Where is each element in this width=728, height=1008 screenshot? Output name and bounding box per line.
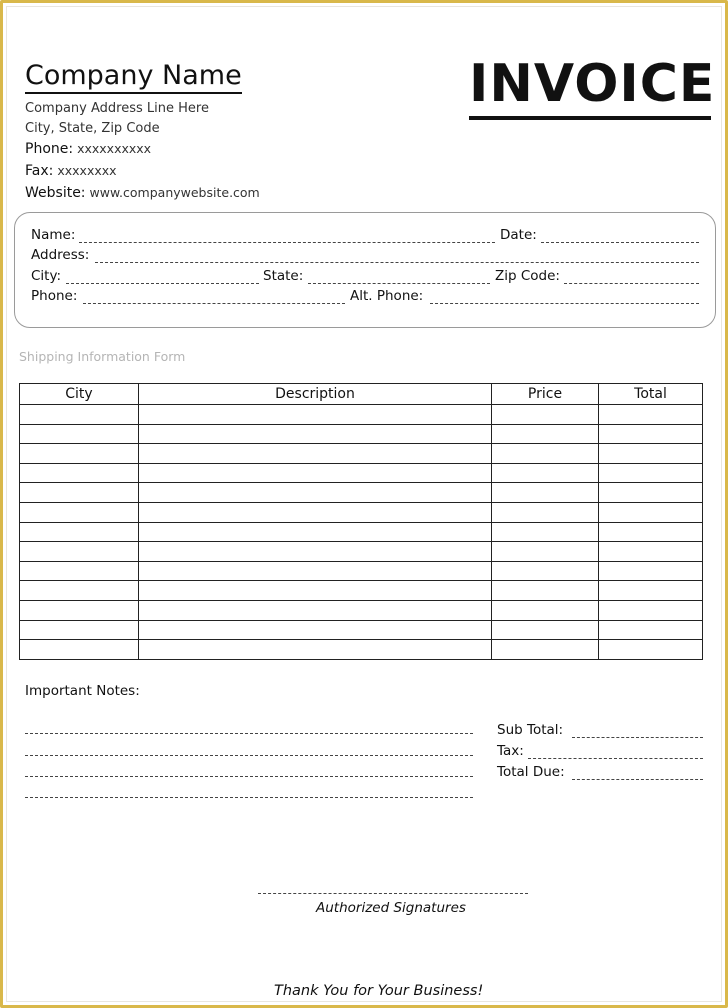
- items-table: [19, 383, 703, 660]
- table-row: [20, 522, 703, 542]
- table-cell[interactable]: [20, 483, 139, 503]
- table-cell[interactable]: [599, 542, 703, 562]
- table-row: [20, 405, 703, 425]
- city-field-line[interactable]: [66, 283, 259, 284]
- table-cell[interactable]: [599, 561, 703, 581]
- header-city: City: [20, 384, 139, 405]
- alt-phone-label: Alt. Phone:: [350, 288, 424, 304]
- tax-field-line[interactable]: [528, 758, 703, 759]
- header-price: Price: [492, 384, 599, 405]
- company-phone: [25, 141, 151, 157]
- company-city-state-zip: City, State, Zip Code: [25, 121, 160, 136]
- table-cell[interactable]: [139, 620, 492, 640]
- table-cell[interactable]: [492, 561, 599, 581]
- table-cell[interactable]: [599, 620, 703, 640]
- alt-phone-field-line[interactable]: [430, 303, 699, 304]
- company-address: Company Address Line Here: [25, 101, 209, 116]
- items-table-body: [20, 405, 703, 660]
- table-row: [20, 640, 703, 660]
- address-field-line[interactable]: [95, 262, 699, 263]
- date-label: Date:: [500, 227, 537, 243]
- table-cell[interactable]: [599, 581, 703, 601]
- table-cell[interactable]: [599, 444, 703, 464]
- table-cell[interactable]: [20, 561, 139, 581]
- table-cell[interactable]: [20, 581, 139, 601]
- shipping-information-note: Shipping Information Form: [19, 349, 186, 364]
- table-cell[interactable]: [492, 405, 599, 425]
- notes-line[interactable]: [25, 755, 473, 756]
- subtotal-field-line[interactable]: [572, 737, 703, 738]
- table-cell[interactable]: [139, 522, 492, 542]
- table-cell[interactable]: [492, 542, 599, 562]
- date-field-line[interactable]: [541, 242, 699, 243]
- address-label: Address:: [31, 247, 90, 263]
- website-value: www.companywebsite.com: [89, 185, 260, 200]
- zip-code-label: Zip Code:: [495, 268, 560, 284]
- phone-field-line[interactable]: [83, 303, 345, 304]
- table-cell[interactable]: [139, 424, 492, 444]
- table-cell[interactable]: [599, 463, 703, 483]
- table-row: [20, 444, 703, 464]
- table-cell[interactable]: [492, 640, 599, 660]
- table-cell[interactable]: [139, 444, 492, 464]
- table-row: [20, 463, 703, 483]
- table-cell[interactable]: [139, 640, 492, 660]
- table-cell[interactable]: [20, 522, 139, 542]
- city-label: City:: [31, 268, 62, 284]
- table-cell[interactable]: [139, 405, 492, 425]
- table-cell[interactable]: [20, 405, 139, 425]
- zip-code-field-line[interactable]: [564, 283, 699, 284]
- table-cell[interactable]: [139, 601, 492, 621]
- table-cell[interactable]: [492, 483, 599, 503]
- thank-you-message: Thank You for Your Business!: [274, 983, 484, 999]
- table-cell[interactable]: [599, 483, 703, 503]
- notes-line[interactable]: [25, 797, 473, 798]
- table-cell[interactable]: [599, 503, 703, 523]
- table-cell[interactable]: [492, 581, 599, 601]
- table-row: [20, 620, 703, 640]
- phone-label: Phone:: [25, 141, 74, 157]
- table-cell[interactable]: [492, 444, 599, 464]
- company-fax: [25, 163, 117, 179]
- company-name: Company Name: [25, 60, 242, 94]
- company-website: [25, 185, 260, 201]
- phone-label: Phone:: [31, 288, 78, 304]
- customer-info-box: [14, 212, 716, 328]
- website-label: Website:: [25, 185, 86, 201]
- notes-line[interactable]: [25, 733, 473, 734]
- table-cell[interactable]: [139, 483, 492, 503]
- table-row: [20, 561, 703, 581]
- tax-label: Tax:: [497, 743, 524, 759]
- total-due-label: Total Due:: [497, 764, 565, 780]
- table-row: [20, 581, 703, 601]
- table-cell[interactable]: [20, 424, 139, 444]
- table-cell[interactable]: [20, 640, 139, 660]
- authorized-signatures-label: Authorized Signatures: [316, 900, 466, 916]
- table-row: [20, 503, 703, 523]
- header-total: Total: [599, 384, 703, 405]
- fax-value: xxxxxxxx: [57, 163, 117, 178]
- name-field-line[interactable]: [79, 242, 495, 243]
- table-cell[interactable]: [139, 542, 492, 562]
- fax-label: Fax:: [25, 163, 54, 179]
- table-cell[interactable]: [599, 405, 703, 425]
- table-cell[interactable]: [492, 601, 599, 621]
- table-header-row: [20, 384, 703, 405]
- table-row: [20, 542, 703, 562]
- table-cell[interactable]: [599, 424, 703, 444]
- phone-value: xxxxxxxxxx: [77, 141, 152, 156]
- table-cell[interactable]: [492, 620, 599, 640]
- table-cell[interactable]: [20, 463, 139, 483]
- state-label: State:: [263, 268, 304, 284]
- table-cell[interactable]: [20, 601, 139, 621]
- table-cell[interactable]: [20, 503, 139, 523]
- table-cell[interactable]: [139, 561, 492, 581]
- table-row: [20, 601, 703, 621]
- table-row: [20, 483, 703, 503]
- table-cell[interactable]: [492, 522, 599, 542]
- total-due-field-line[interactable]: [572, 779, 703, 780]
- table-cell[interactable]: [20, 542, 139, 562]
- table-cell[interactable]: [139, 581, 492, 601]
- table-cell[interactable]: [599, 522, 703, 542]
- table-row: [20, 424, 703, 444]
- invoice-title: INVOICE: [469, 54, 716, 114]
- table-cell[interactable]: [20, 444, 139, 464]
- table-cell[interactable]: [139, 463, 492, 483]
- subtotal-label: Sub Total:: [497, 722, 564, 738]
- name-label: Name:: [31, 227, 76, 243]
- header-description: Description: [139, 384, 492, 405]
- table-cell[interactable]: [492, 463, 599, 483]
- notes-line[interactable]: [25, 776, 473, 777]
- table-cell[interactable]: [599, 601, 703, 621]
- table-cell[interactable]: [20, 620, 139, 640]
- table-cell[interactable]: [139, 503, 492, 523]
- invoice-title-underline: [469, 116, 711, 120]
- table-cell[interactable]: [492, 424, 599, 444]
- important-notes-label: Important Notes:: [25, 683, 140, 699]
- table-cell[interactable]: [492, 503, 599, 523]
- table-cell[interactable]: [599, 640, 703, 660]
- signature-line[interactable]: [258, 893, 528, 894]
- state-field-line[interactable]: [308, 283, 490, 284]
